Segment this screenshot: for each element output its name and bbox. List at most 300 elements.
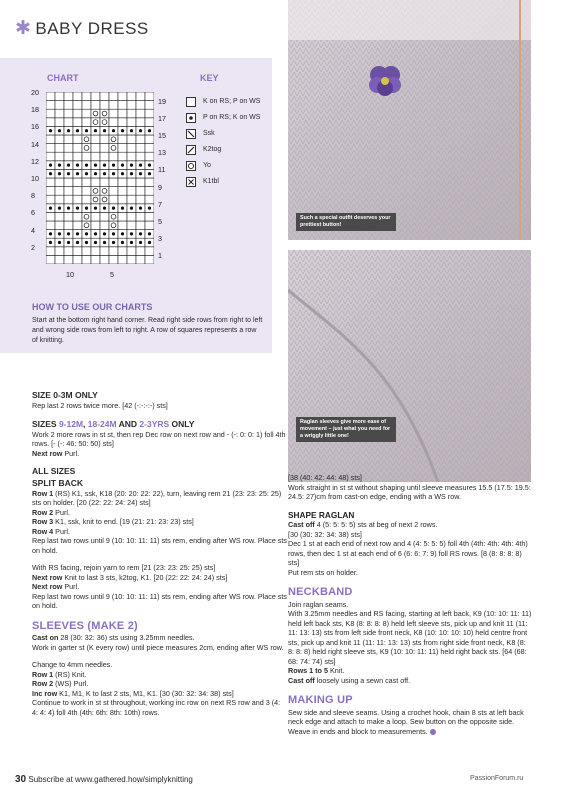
neckband-text: With 3.25mm needles and RS facing, starting at left back, K9 (10: 10: 11: 11) held left back sts, K8 (8: 8: 8: 8) held left sleeve sts, pick up and knit 11 (11: 11: 13: 13) sts from left side front neck, K8 (10: 10: 10: 10) held centre front sts, pick up and knit 11 (11: 11: 13: 13) sts from right side front neck, K8 (8: 8: 8: 8) held right sleeve sts, K9 (10: 10: 11: 11) held right back sts. [64 (68: 68: 74: 74) sts]: [288, 609, 532, 666]
chart-cell: [145, 118, 154, 127]
chart-cell: [64, 118, 73, 127]
chart-cell: [145, 135, 154, 144]
purl-dot: [85, 207, 88, 210]
purl-dot: [121, 164, 124, 167]
purl-dot: [148, 207, 151, 210]
page-title-text: BABY DRESS: [35, 19, 149, 38]
sleeves-garter: Work in garter st (K every row) until piece measures 2cm, ending after WS row.: [32, 642, 284, 652]
text: Purl.: [62, 448, 80, 458]
chart-cell: [46, 144, 55, 153]
chart-cell: [64, 221, 73, 230]
split-row-1: [32, 489, 287, 508]
chart-row-number: 11: [158, 165, 166, 175]
heading-split-back: SPLIT BACK: [32, 477, 83, 488]
purl-dot: [94, 164, 97, 167]
purl-dot: [112, 164, 115, 167]
purl-dot: [112, 241, 115, 244]
chart-cell: [145, 92, 154, 101]
purl-dot: [49, 129, 52, 132]
chart-cell: [145, 178, 154, 187]
heading-part: 2-3YRS: [139, 418, 170, 429]
purl-dot: [130, 172, 133, 175]
split-rep-2: Rep last two rows until 9 (10: 10: 11: 11) sts rem, ending after WS row. Place sts on hold.: [32, 591, 287, 611]
chart-cell: [82, 144, 91, 153]
chart-cell: [109, 144, 118, 153]
key-label: Ssk: [203, 130, 215, 138]
chart-cell: [73, 109, 82, 118]
purl-dot: [130, 241, 133, 244]
chart-cell: [82, 255, 91, 264]
chart-cell: [55, 152, 64, 161]
chart-cell: [55, 109, 64, 118]
footer-link[interactable]: Subscribe at www.gathered.how/simplyknitting: [28, 775, 193, 784]
chart-cell: [91, 101, 100, 110]
chart-cell: [109, 187, 118, 196]
chart-row-number: 9: [158, 182, 162, 192]
chart-cell: [118, 101, 127, 110]
text: 28 (30: 32: 36) sts using 3.25mm needles.: [58, 633, 195, 643]
sleeve-straight: Work straight in st st without shaping until sleeve measures 15.5 (17.5: 19.5: 24.5: 27)cm from cast-on edge, ending with a WS row.: [288, 482, 531, 501]
sleeves-cast-on: [32, 633, 287, 643]
chart-cell: [118, 195, 127, 204]
purl-dot: [148, 172, 151, 175]
purl-dot: [121, 172, 124, 175]
text: Purl.: [53, 507, 70, 517]
purl-dot: [130, 164, 133, 167]
chart-cell: [91, 247, 100, 256]
purl-dot: [148, 232, 151, 235]
chart-cell: [82, 247, 91, 256]
chart-cell: [100, 247, 109, 256]
blank-square-icon: [186, 97, 196, 107]
bold-label: Next row: [32, 582, 63, 592]
footer: [15, 773, 193, 786]
chart-cell: [127, 101, 136, 110]
chart-cell: [73, 187, 82, 196]
chart-cell: [64, 101, 73, 110]
key-item-k1tbl: [186, 177, 219, 187]
ssk-square-icon: [186, 129, 196, 139]
chart-cell: [100, 187, 109, 196]
chart-cell: [136, 152, 145, 161]
chart-cell: [145, 212, 154, 221]
chart-cell: [55, 212, 64, 221]
split-rs: With RS facing, rejoin yarn to rem [21 (23: 23: 25: 25) sts]: [32, 563, 216, 573]
chart-cell: [46, 135, 55, 144]
chart-cell: [127, 135, 136, 144]
key-label: K on RS; P on WS: [203, 98, 261, 106]
key-label: Yo: [203, 162, 211, 170]
chart-row-number: 14: [31, 139, 39, 149]
purl-dot: [85, 164, 88, 167]
chart-cell: [100, 92, 109, 101]
chart-cell: [46, 92, 55, 101]
chart-row-number: 18: [31, 105, 39, 115]
chart-cell: [46, 255, 55, 264]
text: (WS) Purl.: [53, 679, 89, 689]
chart-cell: [109, 109, 118, 118]
split-row-3: [32, 517, 287, 527]
neckband-join: Join raglan seams.: [288, 599, 349, 609]
photo-button-detail: [288, 0, 531, 240]
chart-row-number: 1: [158, 251, 162, 261]
purl-dot: [121, 241, 124, 244]
chart-cell: [82, 178, 91, 187]
key-label: K2tog: [203, 146, 222, 154]
purl-dot: [139, 129, 142, 132]
chart-cell: [73, 118, 82, 127]
chart-cell: [109, 247, 118, 256]
watermark: PassionForum.ru: [470, 775, 524, 782]
text: Knit.: [327, 666, 345, 676]
chart-cell: [109, 221, 118, 230]
purl-dot: [112, 232, 115, 235]
chart-cell: [109, 152, 118, 161]
pansy-button-icon: [368, 64, 402, 98]
chart-cell: [100, 109, 109, 118]
split-row-4: [32, 527, 287, 537]
chart-cell: [46, 152, 55, 161]
chart-cell: [145, 195, 154, 204]
chart-cell: [73, 144, 82, 153]
page-title: [15, 16, 149, 41]
chart-cell: [145, 109, 154, 118]
purl-dot: [49, 232, 52, 235]
purl-dot: [67, 129, 70, 132]
purl-dot: [148, 164, 151, 167]
chart-cell: [136, 255, 145, 264]
chart-cell: [100, 135, 109, 144]
chart-cell: [82, 152, 91, 161]
split-next-row-2: [32, 582, 287, 592]
purl-dot: [148, 129, 151, 132]
chart-cell: [73, 101, 82, 110]
chart-cell: [82, 195, 91, 204]
chart-row-number: 16: [31, 122, 39, 132]
chart-cell: [82, 101, 91, 110]
col-number-10: 10: [66, 270, 74, 279]
chart-cell: [100, 118, 109, 127]
purl-dot: [94, 129, 97, 132]
purl-dot: [94, 232, 97, 235]
purl-dot: [139, 164, 142, 167]
chart-cell: [73, 221, 82, 230]
text: (RS) Knit.: [53, 669, 87, 679]
purl-dot: [76, 241, 79, 244]
chart-cell: [118, 135, 127, 144]
chart-cell: [118, 247, 127, 256]
heading-neckband: NECKBAND: [288, 586, 353, 599]
asterisk-icon: ✱: [15, 18, 32, 39]
bold-label: Row 4: [32, 526, 54, 536]
chart-cell: [145, 221, 154, 230]
chart-cell: [82, 92, 91, 101]
chart-cell: [55, 118, 64, 127]
sleeves-change: Change to 4mm needles.: [32, 660, 113, 670]
bold-label: Next row: [32, 572, 63, 582]
chart-cell: [136, 118, 145, 127]
chart-cell: [64, 255, 73, 264]
heading-part: ONLY: [169, 418, 195, 429]
chart-cell: [46, 247, 55, 256]
chart-cell: [118, 118, 127, 127]
chart-cell: [136, 144, 145, 153]
purl-dot: [139, 232, 142, 235]
purl-dot: [58, 232, 61, 235]
making-up-text: [288, 708, 533, 737]
text: (RS) K1, ssk, K18 (20: 20: 22: 22), turn, leaving rem 21 (23: 23: 25: 25) sts on holder. [20 (22: 22: 24: 24) sts]: [32, 488, 282, 508]
purl-dot: [76, 232, 79, 235]
chart-cell: [46, 221, 55, 230]
chart-cell: [46, 187, 55, 196]
chart-cell: [55, 187, 64, 196]
sizes-next-row: [32, 449, 287, 459]
chart-cell: [136, 187, 145, 196]
chart-cell: [46, 195, 55, 204]
text: K1, M1, K to last 2 sts, M1, K1. [30 (30: 32: 34: 38) sts]: [57, 688, 234, 698]
chart-cell: [82, 135, 91, 144]
chart-row-number: 2: [31, 242, 35, 252]
chart-cell: [55, 92, 64, 101]
chart-cell: [127, 187, 136, 196]
chart-cell: [109, 195, 118, 204]
chart-cell: [118, 92, 127, 101]
chart-cell: [91, 135, 100, 144]
heading-shape-raglan: SHAPE RAGLAN: [288, 509, 355, 520]
purl-dot: [58, 164, 61, 167]
text: 4 (5: 5: 5: 5) sts at beg of next 2 rows.: [314, 520, 438, 530]
chart-cell: [100, 152, 109, 161]
knitting-chart-grid: [46, 92, 154, 264]
purl-dot: [49, 207, 52, 210]
purl-dot: [148, 241, 151, 244]
caption-bottom: Raglan sleeves give more ease of movement – just what you need for a wriggly little one!: [296, 417, 396, 442]
bold-label: Rows 1 to 5: [288, 666, 328, 676]
chart-cell: [118, 152, 127, 161]
chart-cell: [46, 212, 55, 221]
text: Knit to last 3 sts, k2tog, K1. [20 (22: 22: 24: 24) sts]: [62, 572, 228, 582]
chart-cell: [91, 152, 100, 161]
chart-cell: [64, 135, 73, 144]
raglan-sts: [30 (30: 32: 34: 38) sts]: [288, 529, 362, 539]
purl-dot: [67, 172, 70, 175]
purl-dot: [85, 232, 88, 235]
chart-cell: [136, 221, 145, 230]
chart-cell: [64, 152, 73, 161]
chart-cell: [118, 221, 127, 230]
purl-dot: [85, 241, 88, 244]
chart-cell: [82, 109, 91, 118]
chart-row-number: 17: [158, 113, 166, 123]
chart-cell: [55, 101, 64, 110]
col-number-5: 5: [110, 270, 114, 279]
sleeves-row-2: [32, 679, 287, 689]
purl-dot: [139, 241, 142, 244]
purl-dot: [58, 241, 61, 244]
chart-title: CHART: [47, 73, 79, 83]
purl-dot: [67, 207, 70, 210]
chart-row-number: 3: [158, 234, 162, 244]
purl-dot: [76, 172, 79, 175]
purl-dot: [121, 129, 124, 132]
purl-dot: [76, 129, 79, 132]
chart-cell: [82, 118, 91, 127]
purl-dot: [130, 129, 133, 132]
chart-cell: [73, 92, 82, 101]
chart-row-number: 8: [31, 191, 35, 201]
chart-cell: [73, 178, 82, 187]
purl-dot: [49, 164, 52, 167]
key-item-k2tog: [186, 145, 221, 155]
sizes-text: Work 2 more rows in st st, then rep Dec row on next row and - (-: 0: 0: 1) foll 4th rows. [- (-: 46: 50: 50) sts]: [32, 429, 286, 449]
chart-cell: [100, 255, 109, 264]
bold-label: Row 2: [32, 679, 54, 689]
chart-cell: [145, 152, 154, 161]
purl-dot: [58, 129, 61, 132]
neckband-cast-off: [288, 676, 533, 686]
purl-dot: [58, 172, 61, 175]
chart-cell: [64, 144, 73, 153]
chart-cell: [136, 212, 145, 221]
chart-row-number: 4: [31, 225, 35, 235]
chart-cell: [100, 144, 109, 153]
page-number: 30: [15, 774, 27, 785]
chart-cell: [91, 212, 100, 221]
purl-dot: [121, 232, 124, 235]
chart-row-number: 5: [158, 217, 162, 226]
chart-cell: [109, 101, 118, 110]
chart-cell: [64, 92, 73, 101]
bold-label: Row 1: [32, 669, 54, 679]
purl-dot: [103, 241, 106, 244]
left-column: [32, 390, 287, 717]
chart-cell: [91, 221, 100, 230]
chart-cell: [109, 135, 118, 144]
chart-cell: [64, 212, 73, 221]
chart-cell: [100, 178, 109, 187]
chart-cell: [73, 212, 82, 221]
chart-cell: [136, 92, 145, 101]
chart-cell: [55, 195, 64, 204]
chart-cell: [73, 135, 82, 144]
chart-cell: [100, 195, 109, 204]
purl-dot: [76, 207, 79, 210]
dot-square-icon: [186, 113, 196, 123]
chart-cell: [145, 144, 154, 153]
chart-cell: [127, 221, 136, 230]
purl-dot: [130, 207, 133, 210]
chart-cell: [46, 101, 55, 110]
circle-square-icon: [186, 161, 196, 171]
chart-cell: [118, 212, 127, 221]
caption-top: Such a special outfit deserves your prettiest button!: [296, 213, 396, 231]
purl-dot: [121, 207, 124, 210]
chart-cell: [127, 118, 136, 127]
chart-cell: [136, 135, 145, 144]
purl-dot: [94, 172, 97, 175]
chart-cell: [91, 144, 100, 153]
chart-cell: [91, 195, 100, 204]
text: Purl.: [62, 582, 80, 592]
chart-cell: [46, 178, 55, 187]
heading-making-up: MAKING UP: [288, 694, 353, 707]
chart-cell: [91, 118, 100, 127]
heading-sizes: [32, 419, 287, 430]
right-column: [288, 473, 533, 736]
chart-cell: [109, 118, 118, 127]
chart-row-number: 15: [158, 131, 166, 140]
chart-cell: [46, 109, 55, 118]
text: loosely using a sewn cast off.: [314, 675, 411, 685]
chart-row-number: 13: [158, 148, 166, 158]
chart-cell: [109, 255, 118, 264]
heading-sleeves: SLEEVES (MAKE 2): [32, 619, 138, 632]
text: K1, ssk, knit to end. [19 (21: 21: 23: 23) sts]: [53, 517, 194, 527]
purl-dot: [85, 129, 88, 132]
chart-cell: [118, 144, 127, 153]
chart-cell: [91, 178, 100, 187]
sleeves-continue: Continue to work in st st throughout, working inc row on next RS row and 3 (4: 4: 4: 4) foll 4th (4th: 6th: 8th: 10th) rows.: [32, 698, 281, 717]
split-next-row-1: [32, 573, 287, 583]
bold-label: Cast on: [32, 633, 59, 643]
end-dot-icon: [430, 729, 436, 735]
purl-dot: [103, 232, 106, 235]
purl-dot: [49, 241, 52, 244]
chart-cell: [136, 247, 145, 256]
split-row-2: [32, 508, 287, 518]
heading-all-sizes: ALL SIZES: [32, 466, 76, 477]
heading-part: 9-12M: [58, 418, 84, 429]
chart-cell: [100, 212, 109, 221]
chart-cell: [109, 92, 118, 101]
chart-cell: [100, 101, 109, 110]
purl-dot: [103, 172, 106, 175]
chart-cell: [55, 221, 64, 230]
chart-cell: [55, 255, 64, 264]
chart-cell: [82, 187, 91, 196]
heading-part: 18-24M: [87, 418, 117, 429]
chart-cell: [64, 195, 73, 204]
chart-row-number: 19: [158, 96, 166, 106]
chart-cell: [127, 109, 136, 118]
chart-cell: [55, 144, 64, 153]
purl-dot: [112, 172, 115, 175]
chart-cell: [127, 92, 136, 101]
chart-cell: [82, 212, 91, 221]
heading-part: ,: [83, 418, 88, 429]
sleeve-sts: [38 (40: 42: 44: 48) sts]: [288, 473, 362, 482]
bold-label: Cast off: [288, 675, 315, 685]
raglan-dec: Dec 1 st at each end of next row and 4 (4: 5: 5: 5) foll 4th (4th: 4th: 4th: 4th) rows, then dec 1 st at each end of 6 (6: 6: 7: 9) foll RS rows. [8 (8: 8: 8: 8) sts]: [288, 539, 528, 568]
chart-cell: [145, 255, 154, 264]
purl-dot: [49, 172, 52, 175]
bold-label: Cast off: [288, 520, 315, 530]
key-item-ssk: [186, 129, 215, 139]
purl-dot: [112, 207, 115, 210]
purl-dot: [139, 172, 142, 175]
bold-label: Row 2: [32, 507, 54, 517]
bold-label: Inc row: [32, 688, 58, 698]
chart-cell: [136, 178, 145, 187]
purl-dot: [94, 241, 97, 244]
chart-row-number: 7: [158, 199, 162, 209]
chart-cell: [55, 135, 64, 144]
chart-cell: [64, 178, 73, 187]
sleeves-inc-row: [32, 689, 287, 699]
purl-dot: [103, 207, 106, 210]
chart-cell: [91, 255, 100, 264]
key-item-purl: [186, 113, 260, 123]
